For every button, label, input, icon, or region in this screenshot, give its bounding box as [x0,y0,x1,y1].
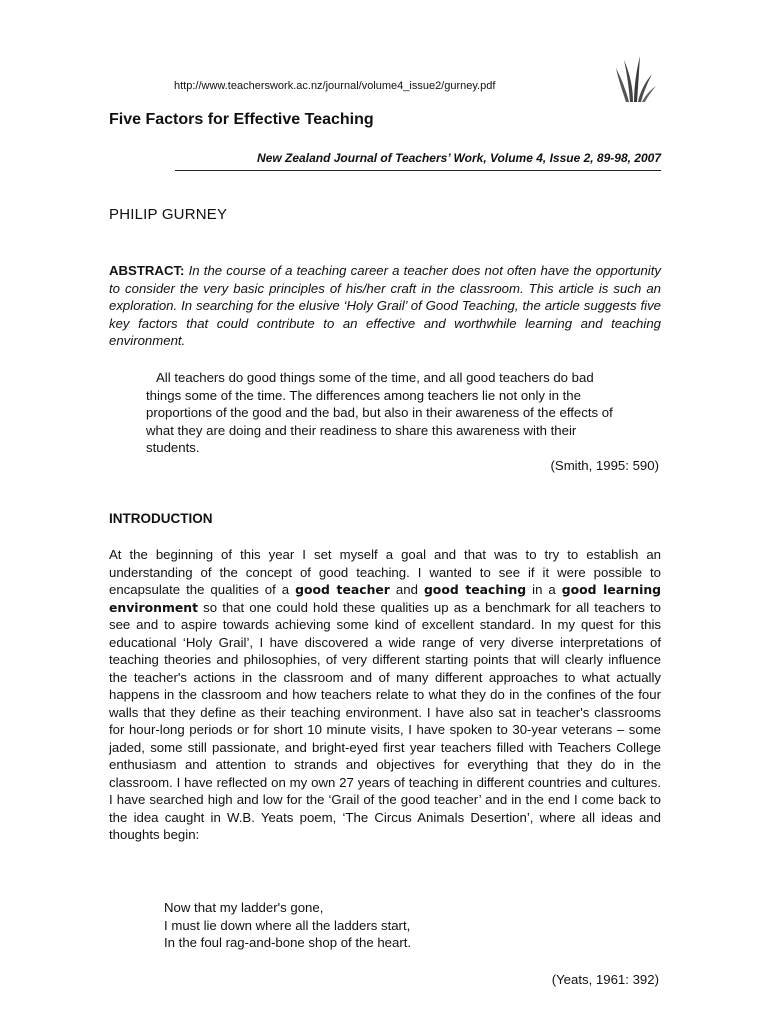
author-name: PHILIP GURNEY [109,206,228,223]
intro-bold-good-learning-environment: good learning environment [109,582,662,615]
poem-quote [164,899,584,952]
intro-text-4: so that one could hold these qualities up as a benchmark for all teachers to see and to aspire towards achieving some kind of excellent standard. In my quest for this educational ‘Holy Grail’, I have discovered a wide range of very diverse interpretations of teaching theories and philosophies, of very different starting points that will clearly influence the teacher's actions in the classroom and of many different approaches to what actually happens in the classroom and how teachers relate to what they do in the confines of the four walls that they define as their teaching environment. I have also sat in teacher's classrooms for hour-long periods or for short 10 minute visits, I have spoken to 30-year veterans – some jaded, some still passionate, and bright-eyed first year teachers filled with Teachers College enthusiasm and attention to strands and objectives for everything that they do in the classroom. I have reflected on my own 27 years of teaching in different countries and cultures. I have searched high and low for the ‘Grail of the good teacher’ and in the end I come back to the idea caught in W.B. Yeats poem, ‘The Circus Animals Desertion’, where all ideas and thoughts begin: [109,599,661,842]
epigraph-quote: All teachers do good things some of the time, and all good teachers do bad things some of the time. The differences among teachers lie not only in the proportions of the good and the bad, but also in their awareness of the effects of what they are doing and their readiness to share this awareness with their students. [146,370,613,455]
epigraph-citation: (Smith, 1995: 590) [550,458,659,473]
abstract-text: In the course of a teaching career a teacher does not often have the opportunity to consider the very basic principles of his/her craft in the classroom. This article is such an exploration. In searching for the elusive ‘Holy Grail’ of Good Teaching, the article suggests five key factors that could contribute to an effective and worthwhile learning and teaching environment. [109,263,661,348]
source-url: http://www.teacherswork.ac.nz/journal/volume4_issue2/gurney.pdf [174,80,496,92]
journal-citation: New Zealand Journal of Teachers’ Work, Volume 4, Issue 2, 89-98, 2007 [257,151,661,165]
intro-text-3: in a [532,582,556,597]
poem-line: Now that my ladder's gone, [164,900,324,915]
poem-citation: (Yeats, 1961: 392) [551,972,659,987]
poem-line: In the foul rag-and-bone shop of the heart. [164,935,412,950]
grass-tuft-icon [612,52,660,104]
introduction-heading: INTRODUCTION [109,511,213,526]
introduction-paragraph [109,546,661,844]
abstract-label: ABSTRACT: [109,263,185,278]
intro-text-2: and [395,582,418,597]
abstract-paragraph [109,262,661,350]
header-divider [175,170,661,171]
poem-line: I must lie down where all the ladders start, [164,917,411,933]
intro-bold-good-teaching: good teaching [423,582,527,597]
intro-bold-good-teacher: good teacher [295,582,390,597]
intro-text-1: At the beginning of this year I set myself a goal and that was to try to establish an understanding of the concept of good teaching. I wanted to see if it were possible to encapsulate the qualities of a [109,547,661,597]
article-title: Five Factors for Effective Teaching [109,111,374,128]
